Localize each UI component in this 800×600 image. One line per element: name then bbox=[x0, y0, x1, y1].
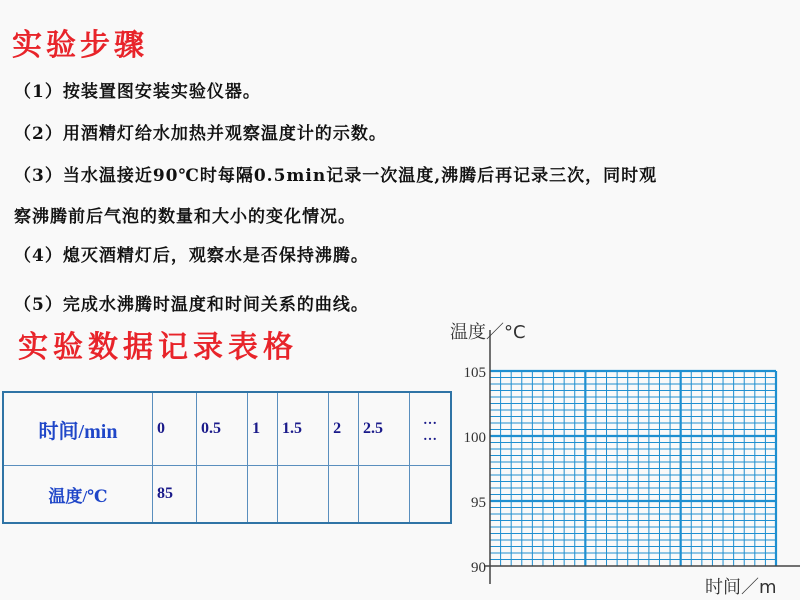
time-cell: 0.5 bbox=[197, 392, 248, 466]
ellipsis-bottom: … bbox=[423, 429, 438, 444]
y-tick-label: 105 bbox=[463, 365, 486, 381]
step-1: （1）按装置图安装实验仪器。 bbox=[14, 82, 261, 102]
time-cell: 2.5 bbox=[359, 392, 410, 466]
step-4: （4）熄灭酒精灯后，观察水是否保持沸腾。 bbox=[14, 246, 369, 266]
time-cell: 1 bbox=[248, 392, 278, 466]
temperature-cell: 85 bbox=[153, 466, 197, 524]
time-cell: 0 bbox=[153, 392, 197, 466]
temperature-time-chart bbox=[440, 318, 800, 600]
step-2: （2）用酒精灯给水加热并观察温度计的示数。 bbox=[14, 124, 387, 144]
title-data-table: 实验数据记录表格 bbox=[18, 330, 298, 365]
temperature-cell bbox=[359, 466, 410, 524]
time-cell: 1.5 bbox=[278, 392, 329, 466]
y-tick-label: 90 bbox=[471, 560, 486, 576]
grid-minor bbox=[490, 371, 776, 566]
y-tick-label: 100 bbox=[463, 430, 486, 446]
data-record-table bbox=[2, 391, 452, 524]
ellipsis-top: … bbox=[423, 413, 438, 428]
time-row bbox=[3, 392, 451, 466]
temperature-header: 温度/℃ bbox=[3, 466, 153, 524]
y-tick-label: 95 bbox=[471, 495, 486, 511]
chart-axes bbox=[484, 330, 800, 584]
y-axis-label: 温度／°C bbox=[450, 322, 526, 343]
step-3-continued: 察沸腾前后气泡的数量和大小的变化情况。 bbox=[14, 207, 356, 227]
temperature-row bbox=[3, 466, 451, 524]
x-axis-label: 时间／m bbox=[705, 577, 777, 598]
y-tick-labels bbox=[464, 365, 487, 576]
temperature-cell bbox=[248, 466, 278, 524]
temperature-cell bbox=[278, 466, 329, 524]
title-experiment-steps: 实验步骤 bbox=[12, 28, 148, 63]
time-header: 时间/min bbox=[3, 392, 153, 466]
temperature-cell bbox=[329, 466, 359, 524]
step-5: （5）完成水沸腾时温度和时间关系的曲线。 bbox=[14, 295, 369, 315]
time-cell: 2 bbox=[329, 392, 359, 466]
temperature-cell bbox=[197, 466, 248, 524]
step-3: （3）当水温接近90℃时每隔0.5min记录一次温度,沸腾后再记录三次，同时观 bbox=[14, 166, 658, 186]
